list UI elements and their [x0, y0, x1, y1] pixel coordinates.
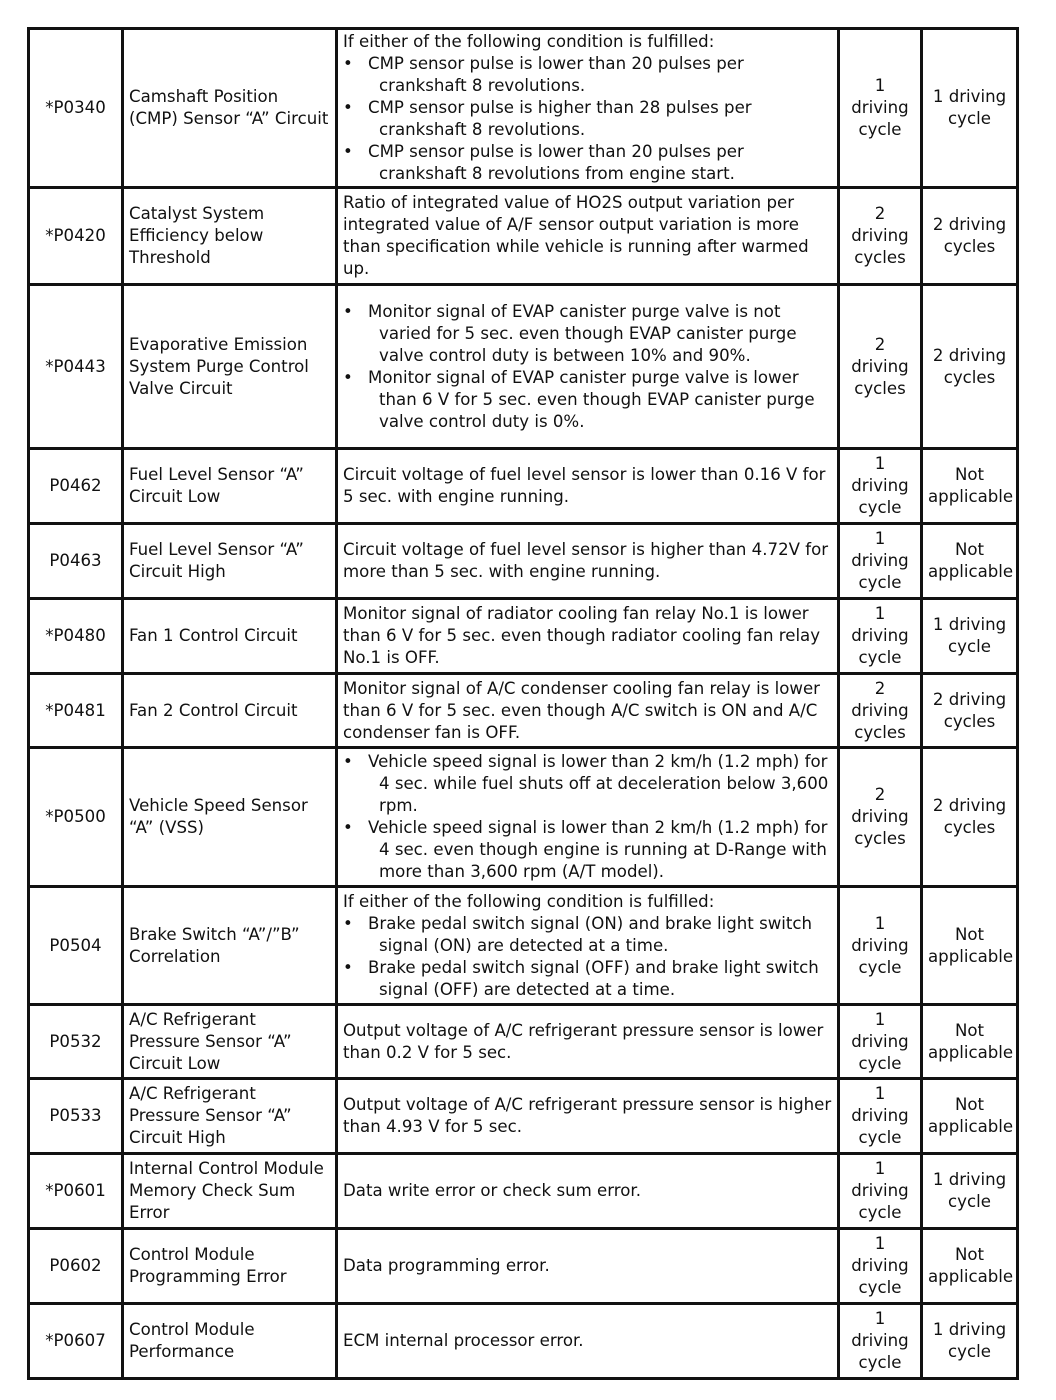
condition-text: Ratio of integrated value of HO2S output variation per integrated value of A/F sensor output variation is more than specification while vehicle is running after warmed up. — [343, 193, 809, 278]
condition-bullet-text: Brake pedal switch signal (ON) and brake light switch signal (ON) are detected at a time. — [368, 913, 813, 955]
condition-text: Circuit voltage of fuel level sensor is higher than 4.72V for more than 5 sec. with engine running. — [343, 540, 829, 581]
bullet-icon: • — [343, 367, 353, 387]
mil-driving-cycle: 1 driving cycle — [839, 1154, 922, 1229]
table-row — [29, 29, 1018, 188]
condition-text: Circuit voltage of fuel level sensor is lower than 0.16 V for 5 sec. with engine running. — [343, 465, 826, 506]
detecting-condition — [337, 599, 839, 674]
detecting-condition — [337, 748, 839, 887]
dtc-clear-cycle: Not applicable — [922, 1229, 1018, 1304]
bullet-icon: • — [343, 142, 353, 161]
list-item — [343, 97, 832, 141]
dtc-code: *P0481 — [29, 674, 123, 748]
dtc-name: Control Module Programming Error — [123, 1229, 337, 1304]
dtc-clear-cycle: 2 driving cycles — [922, 748, 1018, 887]
dtc-name: Fan 1 Control Circuit — [123, 599, 337, 674]
dtc-code: *P0420 — [29, 188, 123, 285]
list-item — [343, 957, 832, 1001]
mil-driving-cycle: 1 driving cycle — [839, 887, 922, 1005]
dtc-name: Fuel Level Sensor “A” Circuit High — [123, 524, 337, 599]
list-item — [343, 913, 832, 957]
dtc-clear-cycle: Not applicable — [922, 887, 1018, 1005]
bullet-icon: • — [343, 957, 353, 977]
list-item — [343, 817, 832, 883]
dtc-name: Internal Control Module Memory Check Sum Error — [123, 1154, 337, 1229]
dtc-code: P0533 — [29, 1079, 123, 1154]
dtc-code: *P0607 — [29, 1304, 123, 1379]
mil-driving-cycle: 1 driving cycle — [839, 1304, 922, 1379]
table-row — [29, 599, 1018, 674]
dtc-code: *P0601 — [29, 1154, 123, 1229]
dtc-name: A/C Refrigerant Pressure Sensor “A” Circuit High — [123, 1079, 337, 1154]
list-item — [343, 751, 832, 817]
dtc-code: *P0480 — [29, 599, 123, 674]
dtc-clear-cycle: Not applicable — [922, 1079, 1018, 1154]
table-row — [29, 188, 1018, 285]
dtc-clear-cycle: Not applicable — [922, 449, 1018, 524]
dtc-code: P0463 — [29, 524, 123, 599]
condition-bullet-text: CMP sensor pulse is lower than 20 pulses per crankshaft 8 revolutions from engine start. — [368, 142, 744, 183]
bullet-icon: • — [343, 913, 353, 933]
table-row — [29, 748, 1018, 887]
detecting-condition — [337, 1005, 839, 1079]
mil-driving-cycle: 1 driving cycle — [839, 29, 922, 188]
dtc-clear-cycle: 1 driving cycle — [922, 599, 1018, 674]
mil-driving-cycle: 1 driving cycle — [839, 599, 922, 674]
dtc-code: *P0340 — [29, 29, 123, 188]
condition-text: Data write error or check sum error. — [343, 1181, 641, 1200]
dtc-code: P0532 — [29, 1005, 123, 1079]
dtc-table-body — [29, 29, 1018, 1379]
mil-driving-cycle: 1 driving cycle — [839, 1005, 922, 1079]
table-row — [29, 1304, 1018, 1379]
mil-driving-cycle: 1 driving cycle — [839, 524, 922, 599]
list-item — [343, 53, 832, 97]
detecting-condition — [337, 887, 839, 1005]
bullet-icon: • — [343, 98, 353, 117]
dtc-clear-cycle: 1 driving cycle — [922, 29, 1018, 188]
condition-bullet-text: CMP sensor pulse is lower than 20 pulses per crankshaft 8 revolutions. — [368, 54, 744, 95]
table-row — [29, 449, 1018, 524]
bullet-icon: • — [343, 752, 353, 771]
mil-driving-cycle: 1 driving cycle — [839, 1229, 922, 1304]
condition-bullet-text: Brake pedal switch signal (OFF) and brake light switch signal (OFF) are detected at a time. — [368, 957, 819, 999]
condition-list — [343, 301, 832, 433]
dtc-clear-cycle: 2 driving cycles — [922, 285, 1018, 449]
mil-driving-cycle: 2 driving cycles — [839, 188, 922, 285]
dtc-name: A/C Refrigerant Pressure Sensor “A” Circuit Low — [123, 1005, 337, 1079]
dtc-code: *P0500 — [29, 748, 123, 887]
list-item — [343, 141, 832, 185]
mil-driving-cycle: 2 driving cycles — [839, 748, 922, 887]
dtc-clear-cycle: 1 driving cycle — [922, 1304, 1018, 1379]
table-row — [29, 887, 1018, 1005]
dtc-clear-cycle: 1 driving cycle — [922, 1154, 1018, 1229]
mil-driving-cycle: 1 driving cycle — [839, 1079, 922, 1154]
dtc-code: P0462 — [29, 449, 123, 524]
detecting-condition — [337, 449, 839, 524]
table-row — [29, 524, 1018, 599]
condition-text: If either of the following condition is fulfilled: — [343, 891, 715, 911]
dtc-clear-cycle: Not applicable — [922, 1005, 1018, 1079]
condition-text: Output voltage of A/C refrigerant pressure sensor is lower than 0.2 V for 5 sec. — [343, 1020, 824, 1062]
dtc-name: Fan 2 Control Circuit — [123, 674, 337, 748]
bullet-icon: • — [343, 54, 353, 73]
dtc-clear-cycle: Not applicable — [922, 524, 1018, 599]
detecting-condition — [337, 1229, 839, 1304]
detecting-condition — [337, 285, 839, 449]
condition-list — [343, 751, 832, 883]
bullet-icon: • — [343, 301, 353, 321]
dtc-name: Camshaft Position (CMP) Sensor “A” Circuit — [123, 29, 337, 188]
detecting-condition — [337, 188, 839, 285]
dtc-code: *P0443 — [29, 285, 123, 449]
list-item — [343, 301, 832, 367]
dtc-clear-cycle: 2 driving cycles — [922, 188, 1018, 285]
dtc-clear-cycle: 2 driving cycles — [922, 674, 1018, 748]
list-item — [343, 367, 832, 433]
dtc-name: Brake Switch “A”/”B” Correlation — [123, 887, 337, 1005]
dtc-name: Fuel Level Sensor “A” Circuit Low — [123, 449, 337, 524]
mil-driving-cycle: 2 driving cycles — [839, 674, 922, 748]
condition-list — [343, 913, 832, 1001]
condition-text: If either of the following condition is fulfilled: — [343, 32, 715, 51]
condition-text: Output voltage of A/C refrigerant pressure sensor is higher than 4.93 V for 5 sec. — [343, 1095, 832, 1136]
mil-driving-cycle: 1 driving cycle — [839, 449, 922, 524]
detecting-condition — [337, 524, 839, 599]
condition-bullet-text: Monitor signal of EVAP canister purge valve is lower than 6 V for 5 sec. even though EVAP canister purge valve control duty is 0%. — [368, 367, 815, 431]
bullet-icon: • — [343, 818, 353, 837]
condition-list — [343, 53, 832, 185]
detecting-condition — [337, 1079, 839, 1154]
dtc-name: Catalyst System Efficiency below Threshold — [123, 188, 337, 285]
mil-driving-cycle: 2 driving cycles — [839, 285, 922, 449]
detecting-condition — [337, 29, 839, 188]
dtc-name: Evaporative Emission System Purge Control Valve Circuit — [123, 285, 337, 449]
detecting-condition — [337, 674, 839, 748]
dtc-name: Control Module Performance — [123, 1304, 337, 1379]
condition-text: ECM internal processor error. — [343, 1331, 584, 1350]
condition-text: Monitor signal of radiator cooling fan relay No.1 is lower than 6 V for 5 sec. even though radiator cooling fan relay No.1 is OFF. — [343, 604, 821, 667]
dtc-code: P0504 — [29, 887, 123, 1005]
detecting-condition — [337, 1154, 839, 1229]
table-row — [29, 285, 1018, 449]
condition-bullet-text: Vehicle speed signal is lower than 2 km/h (1.2 mph) for 4 sec. even though engine is running at D-Range with more than 3,600 rpm (A/T model). — [368, 818, 828, 881]
table-row — [29, 1005, 1018, 1079]
dtc-table — [27, 27, 1019, 1380]
dtc-code: P0602 — [29, 1229, 123, 1304]
condition-bullet-text: Monitor signal of EVAP canister purge valve is not varied for 5 sec. even though EVAP canister purge valve control duty is between 10% and 90%. — [368, 301, 797, 365]
table-row — [29, 1229, 1018, 1304]
condition-bullet-text: CMP sensor pulse is higher than 28 pulses per crankshaft 8 revolutions. — [368, 98, 752, 139]
table-row — [29, 1079, 1018, 1154]
condition-text: Data programming error. — [343, 1256, 550, 1275]
condition-bullet-text: Vehicle speed signal is lower than 2 km/h (1.2 mph) for 4 sec. while fuel shuts off at deceleration below 3,600 rpm. — [368, 752, 829, 815]
table-row — [29, 674, 1018, 748]
dtc-name: Vehicle Speed Sensor “A” (VSS) — [123, 748, 337, 887]
condition-text: Monitor signal of A/C condenser cooling fan relay is lower than 6 V for 5 sec. even though A/C switch is ON and A/C condenser fan is OFF. — [343, 678, 820, 742]
table-row — [29, 1154, 1018, 1229]
detecting-condition — [337, 1304, 839, 1379]
